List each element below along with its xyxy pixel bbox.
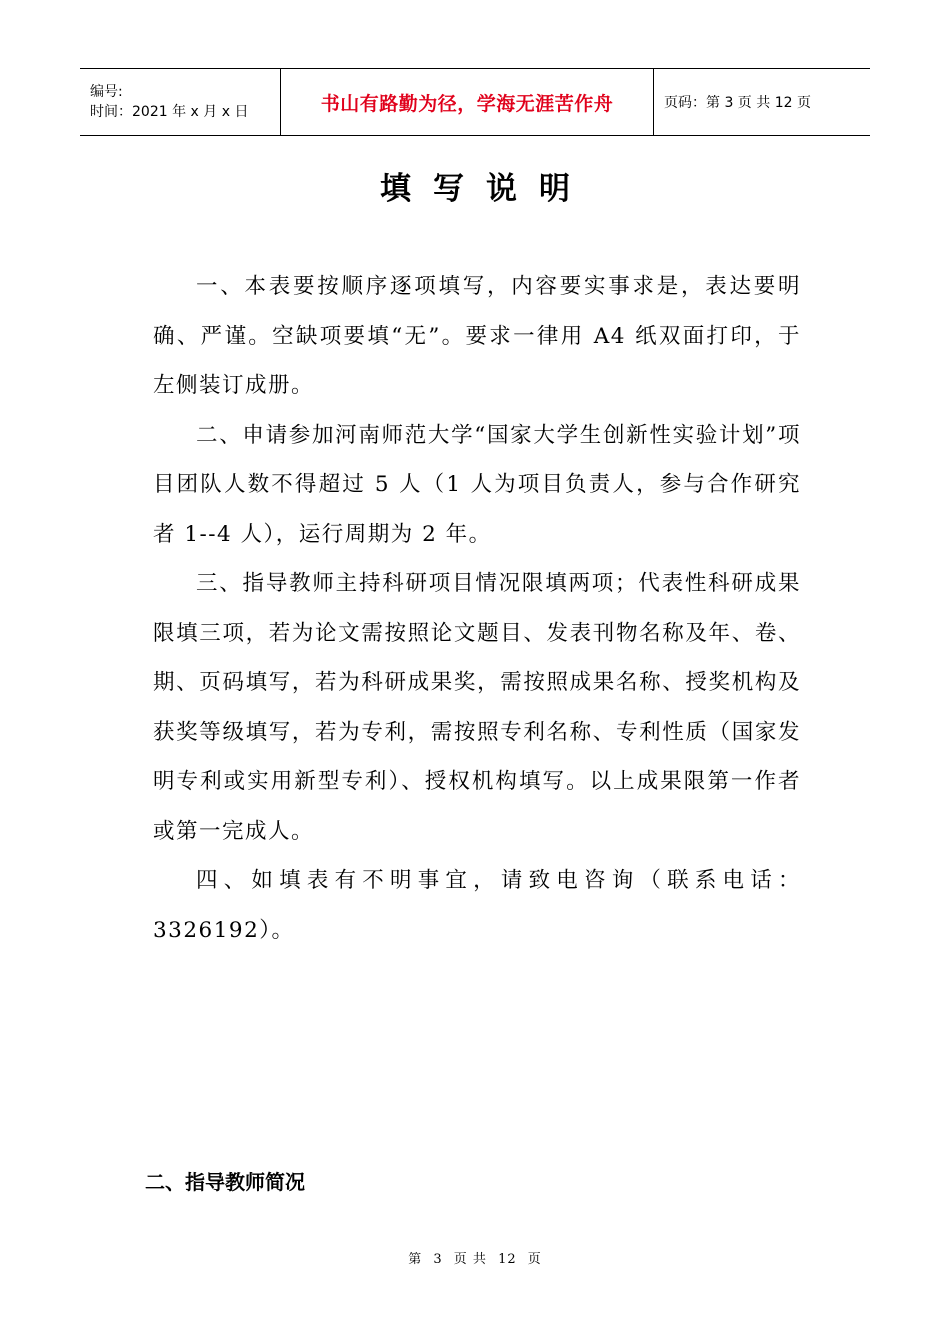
header-left-cell <box>80 69 280 135</box>
footer-suffix: 页 <box>527 1252 542 1267</box>
page-title: 填写说明 <box>380 171 592 207</box>
header-right-cell <box>654 69 870 135</box>
header-motto: 书山有路勤为径，学海无涯苦作舟 <box>320 92 614 115</box>
footer-total-pages: 12 <box>498 1252 517 1267</box>
footer-middle: 页 共 <box>453 1252 487 1267</box>
header-page-info: 页码：第 3 页 共 12 页 <box>664 95 811 111</box>
page-footer <box>0 1248 950 1267</box>
document-date: 时间：2021 年 x 月 x 日 <box>90 104 249 120</box>
instruction-paragraph-2: 二、申请参加河南师范大学“国家大学生创新性实验计划”项目团队人数不得超过 5 人（1 人为项目负责人，参与合作研究者 1--4 人），运行周期为 2 年。 <box>153 422 801 547</box>
instruction-paragraph-3: 三、指导教师主持科研项目情况限填两项；代表性科研成果限填三项，若为论文需按照论文题目、发表刊物名称及年、卷、期、页码填写，若为科研成果奖，需按照成果名称、授奖机构及获奖等级填写，若为专利，需按照专利名称、专利性质（国家发明专利或实用新型专利）、授权机构填写。以上成果限第一作者或第一完成人。 <box>153 571 801 844</box>
footer-prefix: 第 <box>408 1252 423 1267</box>
header-middle-cell <box>280 69 654 135</box>
document-number-label: 编号: <box>90 84 123 100</box>
instructions-body <box>153 262 801 955</box>
page-header <box>80 68 870 136</box>
instruction-paragraph-4: 四、如填表有不明事宜，请致电咨询（联系电话：3326192）。 <box>153 868 801 943</box>
section-heading: 二、指导教师简况 <box>145 1170 305 1194</box>
footer-current-page: 3 <box>433 1252 443 1267</box>
instruction-paragraph-1: 一、本表要按顺序逐项填写，内容要实事求是，表达要明确、严谨。空缺项要填“无”。要求一律用 A4 纸双面打印，于左侧装订成册。 <box>153 274 801 398</box>
